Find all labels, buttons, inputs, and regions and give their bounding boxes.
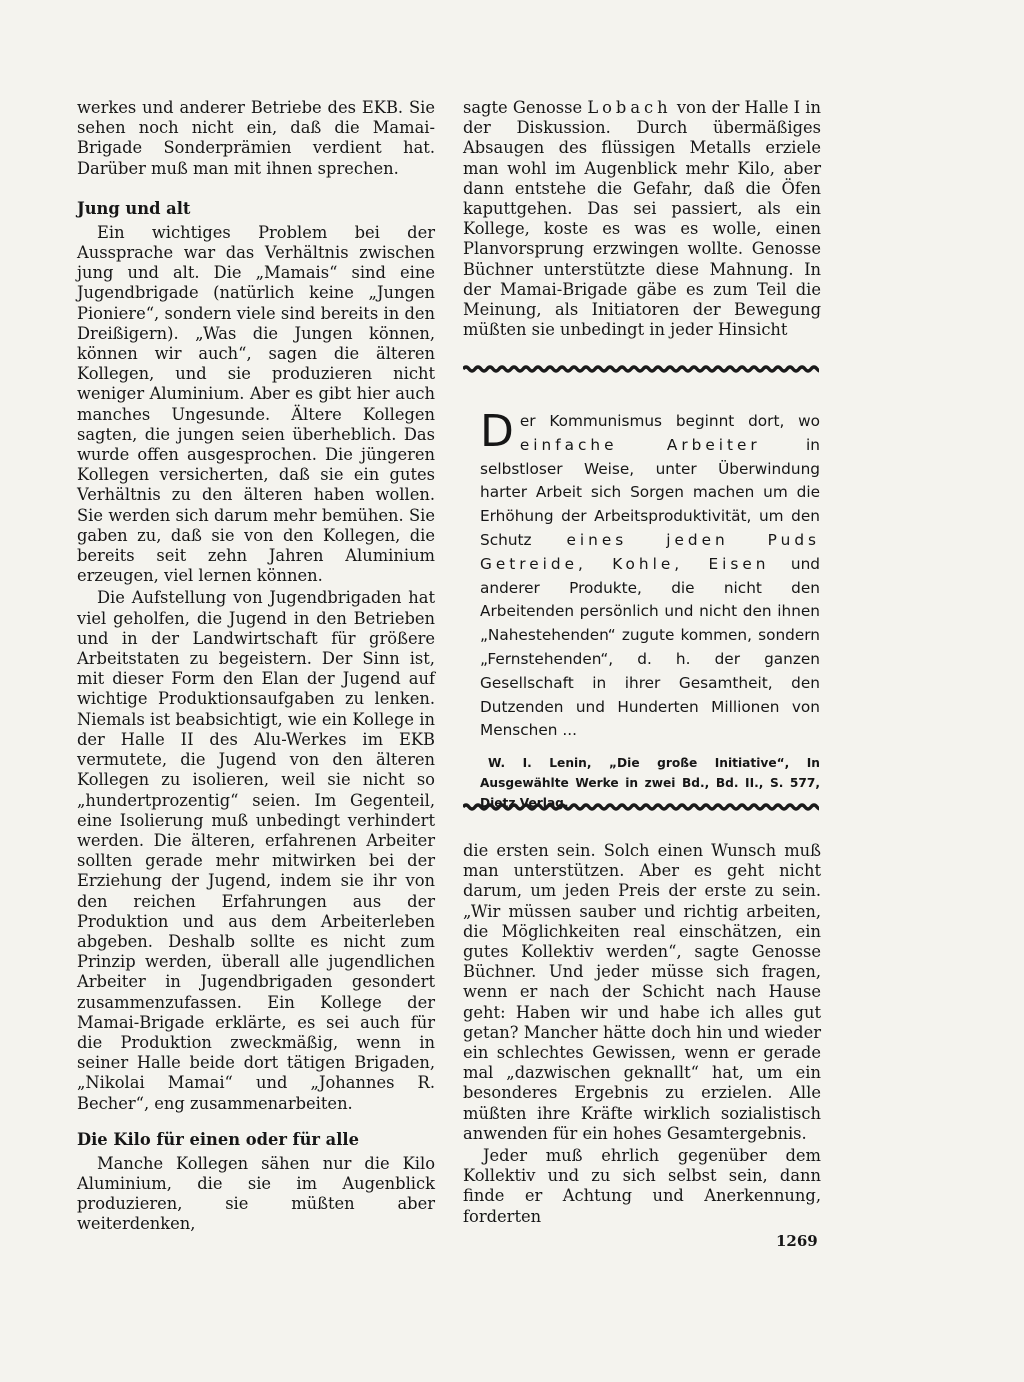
paragraph: Die Aufstellung von Jugendbrigaden hat viel geholfen, die Jugend in den Betrieben und in der Landwirtschaft für größere Arbeitstaten zu begeistern. Der Sinn ist, mit dieser Form den Elan der Jugend auf wichtige Produktionsaufgaben zu lenken. Niemals ist beabsichtigt, wie ein Kollege in der Halle II des Alu-Werkes im EKB vermutete, die Jugend von den älteren Kollegen zu isolieren, weil sie nicht so „hundertprozentig“ seien. Im Gegenteil, eine Isolierung muß unbedingt verhindert werden. Die älteren, erfahrenen Arbeiter sollten gerade mehr mitwirken bei der Erziehung der Jugend, indem sie ihr von den reichen Erfahrungen aus der Produktion und aus dem Arbeiterleben abgeben. Deshalb sollte es nicht zum Prinzip werden, überall alle jugendlichen Arbeiter in Jugendbrigaden gesondert zusammenzufassen. Ein Kollege der Mamai-Brigade erklärte, es sei auch für die Produktion zweckmäßig, wenn in seiner Halle beide dort tätigen Brigaden, „Nikolai Mamai“ und „Johannes R. Becher“, eng zusammenarbeiten. [77, 588, 435, 1113]
page-number: 1269 [776, 1232, 818, 1250]
paragraph: die ersten sein. Solch einen Wunsch muß man unterstützen. Aber es geht nicht darum, um jeden Preis der erste zu sein. „Wir müssen sauber und richtig arbeiten, die Möglichkeiten real einschätzen, ein gutes Kollektiv werden“, sagte Genosse Büchner. Und jeder müsse sich fragen, wenn er nach der Schicht nach Hause geht: Haben wir und habe ich alles gut getan? Mancher hätte doch hin und wieder ein schlechtes Gewissen, wenn er gerade mal „dazwischen geknallt“ hat, um ein besonderes Ergebnis zu erzielen. Alle müßten ihre Kräfte wirklich sozialistisch anwenden für ein hohes Gesamtergebnis. [463, 841, 821, 1143]
section-heading-jung-und-alt: Jung und alt [77, 198, 191, 218]
wavy-line [463, 367, 819, 371]
right-column-top [463, 98, 821, 340]
paragraph: Jeder muß ehrlich gegenüber dem Kollektiv und zu sich selbst sein, dann finde er Achtung und Anerkennung, forderten [463, 1146, 821, 1226]
lenin-quote-box [480, 406, 820, 813]
wavy-divider [463, 800, 819, 814]
paragraph: Manche Kollegen sähen nur die Kilo Aluminium, die sie im Augenblick produzieren, sie müßten aber weiterdenken, [77, 1153, 435, 1234]
spaced-name: Lobach [587, 98, 672, 117]
spaced-emphasis: einfache Arbeiter [519, 435, 761, 454]
quote-citation: W. I. Lenin, „Die große Initiative“, In Ausgewählte Werke in zwei Bd., Bd. II., S. 577, Dietz Verlag. [480, 756, 820, 811]
section-heading-kilo: Die Kilo für einen oder für alle [77, 1129, 359, 1149]
text-run: von der Halle I in der Diskussion. Durch übermäßiges Absaugen des flüssigen Metalls erziele man wohl im Augenblick mehr Kilo, aber dann entstehe die Gefahr, daß die Öfen kaputtgehen. Das sei passiert, als ein Kollege, koste es was es wolle, einen Planvorsprung erzwingen wollte. Genosse Büchner unterstützte diese Mahnung. In der Mamai-Brigade gäbe es zum Teil die Meinung, als Initiatoren der Bewegung müßten sie unbedingt in jeder Hinsicht [463, 98, 821, 340]
text-run: in selbstloser Weise, unter Überwindung harter Arbeit sich Sorgen machen um die Erhöhung der Arbeitsproduktivität, um den Schutz [480, 435, 820, 549]
paragraph: Ein wichtiges Problem bei der Aussprache war das Verhältnis zwischen jung und alt. Die „Mamais“ sind eine Jugendbrigade (natürlich keine „Jungen Pioniere“, sondern viele sind bereits in den Dreißigern). „Was die Jungen können, können wir auch“, sagen die älteren Kollegen, und sie produzieren nicht weniger Aluminium. Aber es gibt hier auch manches Ungesunde. Ältere Kollegen sagten, die jungen seien überheblich. Das wurde offen ausgesprochen. Die jüngeren Kollegen versicherten, daß sie ein gutes Verhältnis zu den älteren haben wollen. Sie werden sich darum mehr bemühen. Sie gaben zu, daß sie von den Kollegen, die bereits seit zehn Jahren Aluminium erzeugen, viel lernen können. [77, 222, 435, 586]
drop-cap: D [480, 406, 514, 457]
text-run: sagte Genosse [463, 98, 588, 117]
intro-paragraph: werkes und anderer Betriebe des EKB. Sie sehen noch nicht ein, daß die Mamai-Brigade Sonderprämien verdient hat. Darüber muß man mit ihnen sprechen. [77, 98, 435, 178]
wavy-divider [463, 362, 819, 376]
paragraph [463, 98, 821, 340]
quote-text [480, 406, 820, 743]
spaced-emphasis: eines jeden Puds Getreide, Kohle, Eisen [480, 530, 820, 573]
text-run: und anderer Produkte, die nicht den Arbeitenden persönlich und nicht den ihnen „Nahestehenden“ zugute kommen, sondern „Fernstehenden“, d. h. der ganzen Gesellschaft in ihrer Gesamtheit, den Dutzenden und Hunderten Millionen von Menschen ... [480, 554, 820, 740]
text-run: er Kommunismus beginnt dort, wo [519, 412, 820, 430]
wavy-line [463, 805, 819, 809]
left-column [77, 98, 435, 1235]
right-column-bottom [463, 841, 821, 1227]
